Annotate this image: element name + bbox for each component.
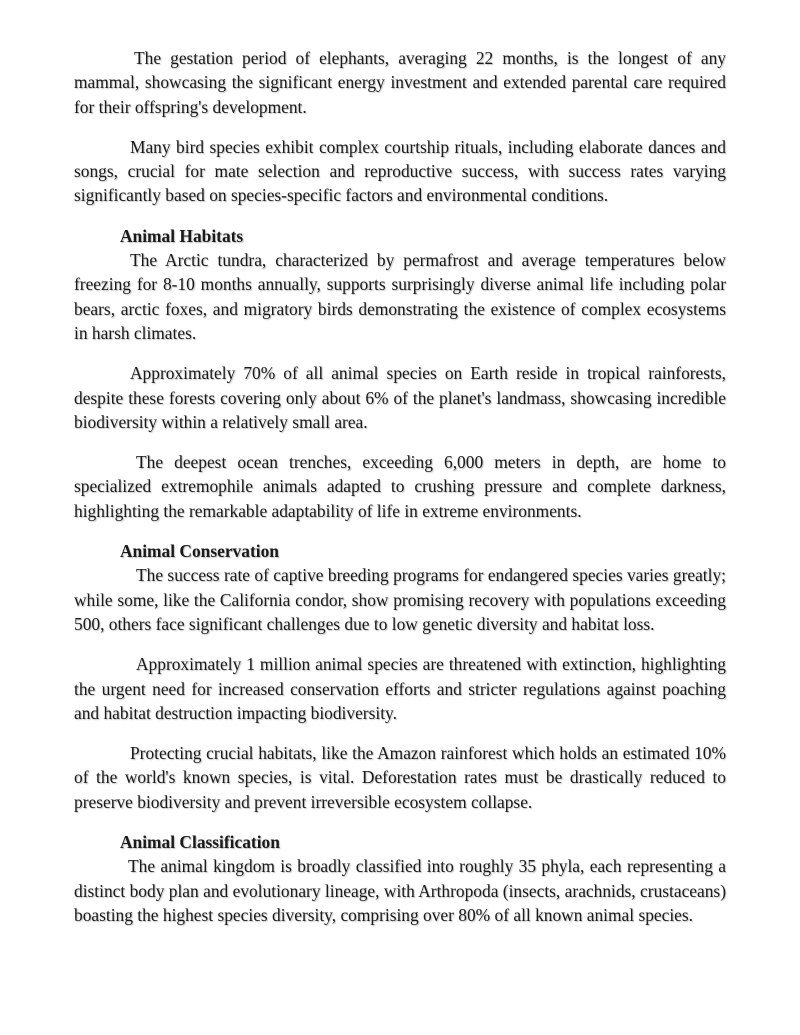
paragraph-captive-breeding: The success rate of captive breeding programs for endangered species varies greatly; while some, like the California condor, show promising recovery with populations exceeding 500, others face significant challenges due to low genetic diversity and habitat loss.	[74, 565, 726, 634]
paragraph-rainforests: Approximately 70% of all animal species on Earth reside in tropical rainforests, despite these forests covering only about 6% of the planet's landmass, showcasing incredible biodiversity within a relatively small area.	[74, 363, 726, 432]
section-animal-conservation	[74, 539, 726, 814]
paragraph-threatened-species: Approximately 1 million animal species are threatened with extinction, highlighting the urgent need for increased conservation efforts and stricter regulations against poaching and habitat destruction impacting biodiversity.	[74, 654, 726, 723]
paragraph-arctic-tundra: The Arctic tundra, characterized by permafrost and average temperatures below freezing for 8-10 months annually, supports surprisingly diverse animal life including polar bears, arctic foxes, and migratory birds demonstrating the existence of complex ecosystems in harsh climates.	[74, 250, 726, 343]
section-heading: Animal Habitats	[120, 225, 244, 246]
document-page	[74, 46, 726, 943]
section-heading: Animal Conservation	[120, 541, 279, 562]
section-animal-classification	[74, 830, 726, 927]
section-animal-habitats	[74, 224, 726, 523]
paragraph-elephant-gestation: The gestation period of elephants, averaging 22 months, is the longest of any mammal, showcasing the significant energy investment and extended parental care required for their offspring's development.	[74, 48, 726, 117]
paragraph-amazon-habitats: Protecting crucial habitats, like the Amazon rainforest which holds an estimated 10% of the world's known species, is vital. Deforestation rates must be drastically reduced to preserve biodiversity and prevent irreversible ecosystem collapse.	[74, 743, 726, 812]
paragraph-phyla: The animal kingdom is broadly classified into roughly 35 phyla, each representing a distinct body plan and evolutionary lineage, with Arthropoda (insects, arachnids, crustaceans) boasting the highest species diversity, comprising over 80% of all known animal species.	[74, 856, 726, 925]
paragraph-bird-courtship: Many bird species exhibit complex courtship rituals, including elaborate dances and songs, crucial for mate selection and reproductive success, with success rates varying significantly based on species-specific factors and environmental conditions.	[74, 136, 726, 206]
paragraph-ocean-trenches: The deepest ocean trenches, exceeding 6,000 meters in depth, are home to specialized extremophile animals adapted to crushing pressure and complete darkness, highlighting the remarkable adaptability of life in extreme environments.	[74, 452, 726, 521]
section-heading: Animal Classification	[120, 832, 280, 853]
